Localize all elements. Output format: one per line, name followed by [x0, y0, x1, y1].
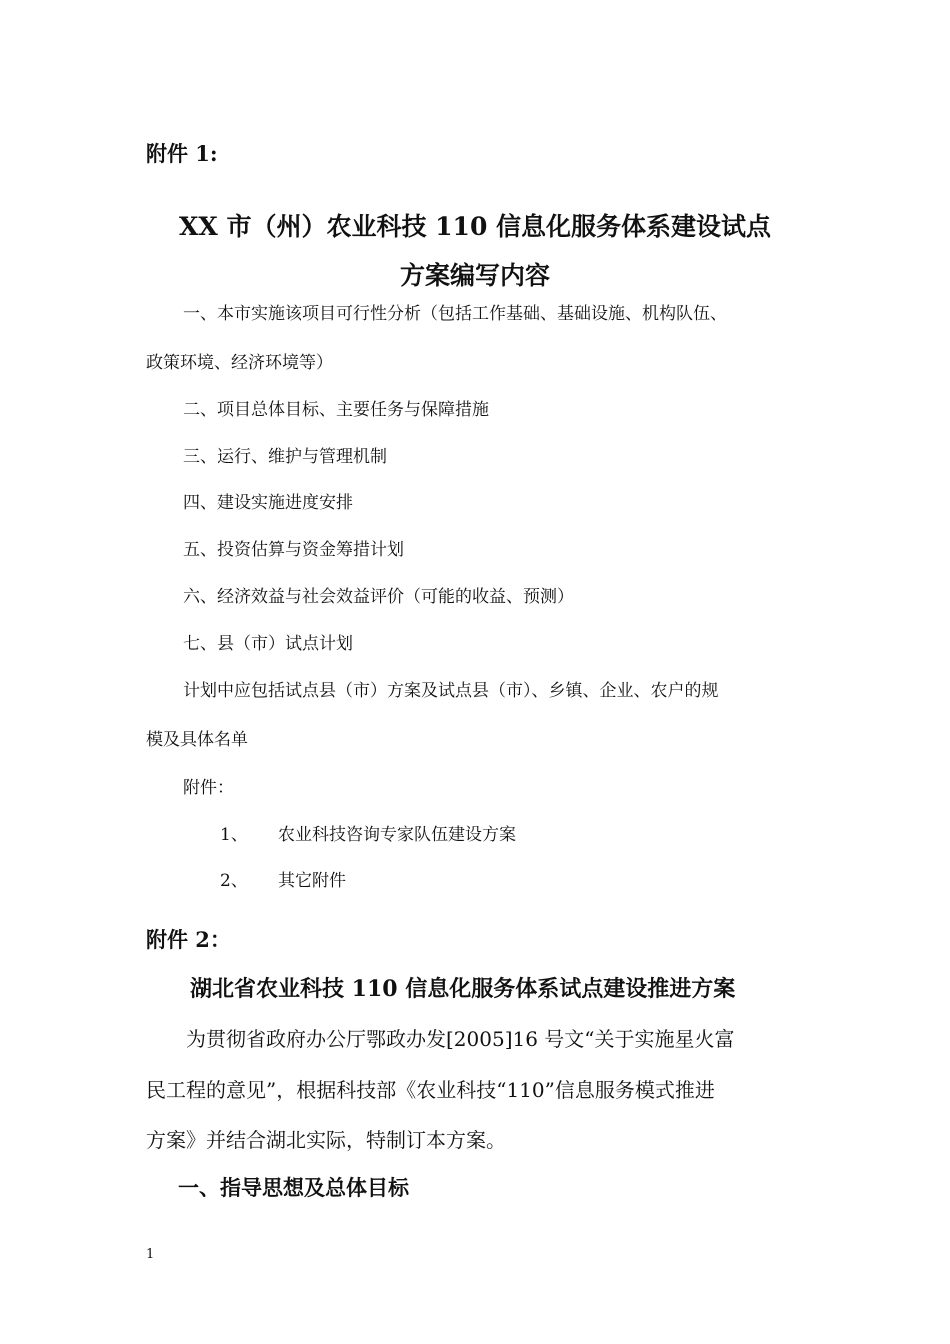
- item-line: 一、本市实施该项目可行性分析（包括工作基础、基础设施、机构队伍、: [183, 304, 727, 324]
- item-line: 三、运行、维护与管理机制: [183, 447, 387, 467]
- annex-item-number: 2、: [220, 871, 248, 891]
- annex-item-number: 1、: [220, 825, 248, 845]
- item-line: 模及具体名单: [146, 730, 248, 750]
- item-line: 五、投资估算与资金筹措计划: [183, 540, 404, 560]
- annex-item-text: 其它附件: [278, 871, 346, 891]
- annex-label: 附件：: [183, 778, 234, 798]
- attachment2-title: 湖北省农业科技 110 信息化服务体系试点建设推进方案: [190, 976, 736, 1002]
- intro-line: 为贯彻省政府办公厅鄂政办发[2005]16 号文“关于实施星火富: [186, 1027, 735, 1051]
- annex-item-text: 农业科技咨询专家队伍建设方案: [278, 825, 516, 845]
- section-heading: 一、指导思想及总体目标: [178, 1175, 409, 1200]
- attachment1-label: 附件 1:: [146, 141, 218, 166]
- intro-line: 方案》并结合湖北实际，特制订本方案。: [146, 1128, 506, 1152]
- attachment1-title-line2: 方案编写内容: [399, 261, 550, 290]
- item-line: 四、建设实施进度安排: [183, 493, 353, 513]
- attachment1-title-line1: XX 市（州）农业科技 110 信息化服务体系建设试点: [178, 212, 772, 241]
- item-line: 六、经济效益与社会效益评价（可能的收益、预测）: [183, 587, 574, 607]
- item-line: 政策环境、经济环境等）: [146, 353, 333, 373]
- item-line: 二、项目总体目标、主要任务与保障措施: [183, 400, 489, 420]
- attachment2-label: 附件 2：: [146, 927, 231, 952]
- item-line: 七、县（市）试点计划: [183, 634, 353, 654]
- page-number: 1: [146, 1247, 155, 1262]
- intro-line: 民工程的意见”，根据科技部《农业科技“110”信息服务模式推进: [146, 1078, 715, 1102]
- item-line: 计划中应包括试点县（市）方案及试点县（市）、乡镇、企业、农户的规: [183, 681, 719, 701]
